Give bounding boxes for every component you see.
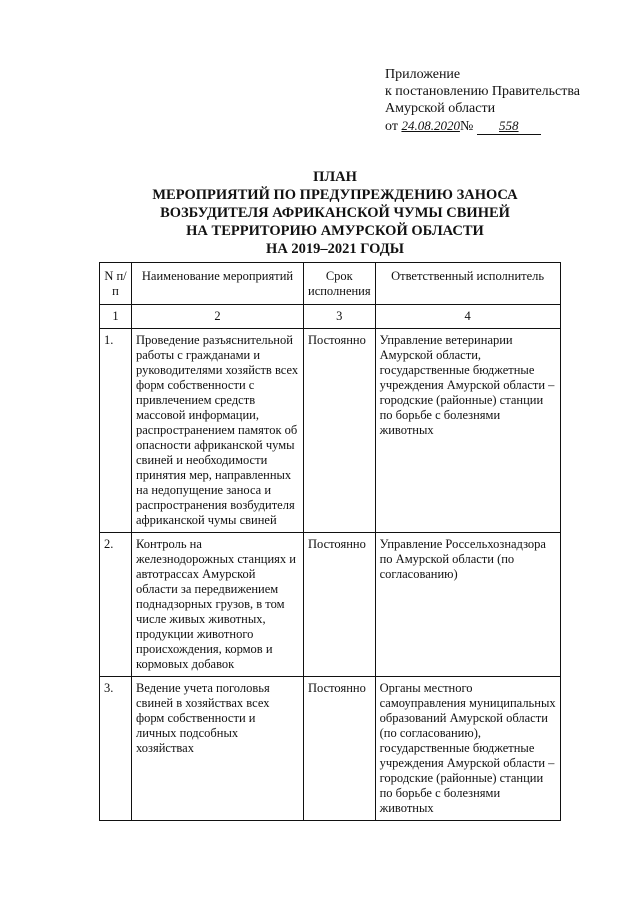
appendix-region: Амурской области — [385, 101, 496, 116]
header-responsible: Ответственный исполнитель — [375, 263, 560, 305]
title-line-4: НА ТЕРРИТОРИЮ АМУРСКОЙ ОБЛАСТИ — [186, 223, 484, 239]
column-number: 4 — [375, 305, 560, 329]
from-label: от — [385, 119, 398, 134]
title-line-5: НА 2019–2021 ГОДЫ — [266, 241, 404, 257]
header-name: Наименование мероприятий — [132, 263, 304, 305]
row-number: 2. — [100, 533, 132, 677]
table-row — [100, 533, 561, 677]
table-row — [100, 677, 561, 821]
table-header-row — [100, 263, 561, 305]
plan-table — [99, 262, 561, 821]
column-number: 3 — [304, 305, 376, 329]
document-date: 24.08.2020 — [401, 118, 460, 133]
number-label: № — [459, 119, 474, 134]
appendix-title: Приложение — [385, 67, 461, 82]
row-term: Постоянно — [304, 329, 376, 533]
row-responsible: Управление Россельхознадзора по Амурской области (по согласованию) — [375, 533, 560, 677]
title-line-3: ВОЗБУДИТЕЛЯ АФРИКАНСКОЙ ЧУМЫ СВИНЕЙ — [160, 205, 510, 221]
appendix-date-number — [385, 117, 580, 135]
column-number: 2 — [132, 305, 304, 329]
row-term: Постоянно — [304, 533, 376, 677]
header-number: N п/п — [100, 263, 132, 305]
appendix-block — [385, 66, 580, 135]
document-number: 558 — [477, 117, 541, 135]
row-number: 3. — [100, 677, 132, 821]
row-responsible: Управление ветеринарии Амурской области, государственные бюджетные учреждения Амурской области – городские (районные) станции по борьбе с болезнями животных — [375, 329, 560, 533]
row-number: 1. — [100, 329, 132, 533]
row-name: Ведение учета поголовья свиней в хозяйствах всех форм собственности и личных подсобных хозяйствах — [132, 677, 304, 821]
appendix-resolution: к постановлению Правительства — [385, 84, 581, 99]
table-row — [100, 329, 561, 533]
column-numbers-row — [100, 305, 561, 329]
row-term: Постоянно — [304, 677, 376, 821]
title-line-1: ПЛАН — [313, 169, 357, 185]
column-number: 1 — [100, 305, 132, 329]
document-title — [150, 168, 520, 258]
row-name: Контроль на железнодорожных станциях и автотрассах Амурской области за передвижением поднадзорных грузов, в том числе живых животных, продукции животного происхождения, кормов и кормовых добавок — [132, 533, 304, 677]
row-name: Проведение разъяснительной работы с гражданами и руководителями хозяйств всех форм собственности с привлечением средств массовой информации, распространением памяток об опасности африканской чумы свиней и необходимости принятия мер, направленных на недопущение заноса и распространения возбудителя африканской чумы свиней — [132, 329, 304, 533]
header-term: Срок исполнения — [304, 263, 376, 305]
title-line-2: МЕРОПРИЯТИЙ ПО ПРЕДУПРЕЖДЕНИЮ ЗАНОСА — [152, 187, 518, 203]
row-responsible: Органы местного самоуправления муниципальных образований Амурской области (по согласованию), государственные бюджетные учреждения Амурской области – городские (районные) станции по борьбе с болезнями животных — [375, 677, 560, 821]
